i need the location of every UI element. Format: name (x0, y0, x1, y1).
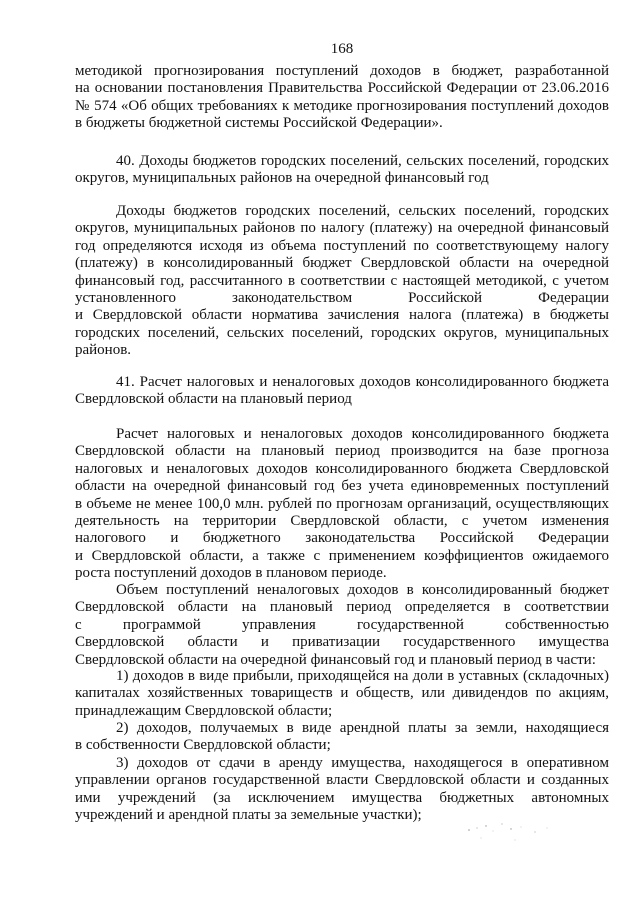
text-line: области на очередной финансовый год без учета единовременных поступлений (75, 478, 609, 495)
text-line: Свердловской области на очередной финансовый год и плановый период в части: (75, 651, 596, 668)
text-line: с программой управления государственной собственностью (75, 616, 609, 633)
scan-speckles (455, 818, 565, 858)
text-line: Расчет налоговых и неналоговых доходов консолидированного бюджета (116, 426, 609, 442)
section-41-body-paragraph-2 (75, 582, 609, 669)
text-line: налогового и бюджетного законодательства Российской Федерации (75, 530, 609, 547)
text-line: управлении органов государственной власти Свердловской области и созданных (75, 772, 609, 789)
continuation-paragraph (75, 63, 609, 133)
text-line: (платежу) в консолидированный бюджет Свердловской области на очередной (75, 255, 609, 272)
text-line: капиталах хозяйственных товариществ и обществ, или дивидендов по акциям, (75, 685, 609, 702)
text-line: № 574 «Об общих требованиях к методике прогнозирования поступлений доходов (75, 97, 609, 114)
list-item-1 (75, 668, 609, 720)
text-line: установленного законодательством Российской Федерации (75, 290, 609, 307)
text-line: Свердловской области на плановый период (75, 391, 352, 408)
text-line: налоговых и неналоговых доходов консолидированного бюджета Свердловской (75, 460, 609, 477)
text-line: на основании постановления Правительства Российской Федерации от 23.06.2016 (75, 80, 609, 97)
text-line: Доходы бюджетов городских поселений, сельских поселений, городских (116, 203, 609, 219)
text-line: 3) доходов от сдачи в аренду имущества, находящегося в оперативном (116, 755, 609, 771)
text-line: и Свердловской области, а также с применением коэффициентов ожидаемого (75, 547, 609, 564)
section-41-heading (75, 374, 609, 409)
text-line: Свердловской области и приватизации государственного имущества (75, 634, 609, 651)
text-line: принадлежащим Свердловской области; (75, 702, 333, 719)
list-item-3 (75, 755, 609, 825)
text-line: Объем поступлений неналоговых доходов в консолидированный бюджет (116, 582, 609, 598)
text-line: 2) доходов, получаемых в виде арендной платы за земли, находящиеся (116, 720, 609, 736)
text-line: ими учреждений (за исключением имущества бюджетных автономных (75, 789, 609, 806)
text-line: деятельность на территории Свердловской области, с учетом изменения (75, 513, 609, 530)
text-line: методикой прогнозирования поступлений доходов в бюджет, разработанной (75, 63, 609, 79)
text-line: в бюджеты бюджетной системы Российской Федерации». (75, 115, 443, 132)
section-40-heading (75, 153, 609, 188)
section-41-body-paragraph-1 (75, 426, 609, 583)
text-line: округов, муниципальных районов по налогу (платежу) на очередной финансовый (75, 220, 609, 237)
document-page (75, 0, 609, 905)
text-line: учреждений и арендной платы за земельные участки); (75, 807, 422, 824)
text-line: городских поселений, сельских поселений, городских округов, муниципальных (75, 324, 609, 341)
text-line: финансовый год, рассчитанного в соответствии с настоящей методикой, с учетом (75, 272, 609, 289)
text-line: и Свердловской области норматива зачисления налога (платежа) в бюджеты (75, 307, 609, 324)
text-line: Свердловской области на плановый период определяется в соответствии (75, 599, 609, 616)
text-line: 1) доходов в виде прибыли, приходящейся на доли в уставных (складочных) (116, 668, 609, 684)
text-line: 40. Доходы бюджетов городских поселений, сельских поселений, городских (116, 153, 609, 169)
text-line: 41. Расчет налоговых и неналоговых доходов консолидированного бюджета (116, 374, 609, 390)
section-40-body (75, 203, 609, 360)
text-line: в объеме не менее 100,0 млн. рублей по прогнозам организаций, осуществляющих (75, 495, 609, 512)
text-line: районов. (75, 342, 132, 359)
text-line: год определяются исходя из объема поступлений по соответствующему налогу (75, 237, 609, 254)
page-number: 168 (330, 41, 354, 57)
text-line: округов, муниципальных районов на очередной финансовый год (75, 170, 489, 187)
text-line: Свердловской области на плановый период производится на базе прогноза (75, 443, 609, 460)
text-line: роста поступлений доходов в плановом периоде. (75, 565, 387, 582)
list-item-2 (75, 720, 609, 755)
text-line: в собственности Свердловской области; (75, 737, 331, 754)
